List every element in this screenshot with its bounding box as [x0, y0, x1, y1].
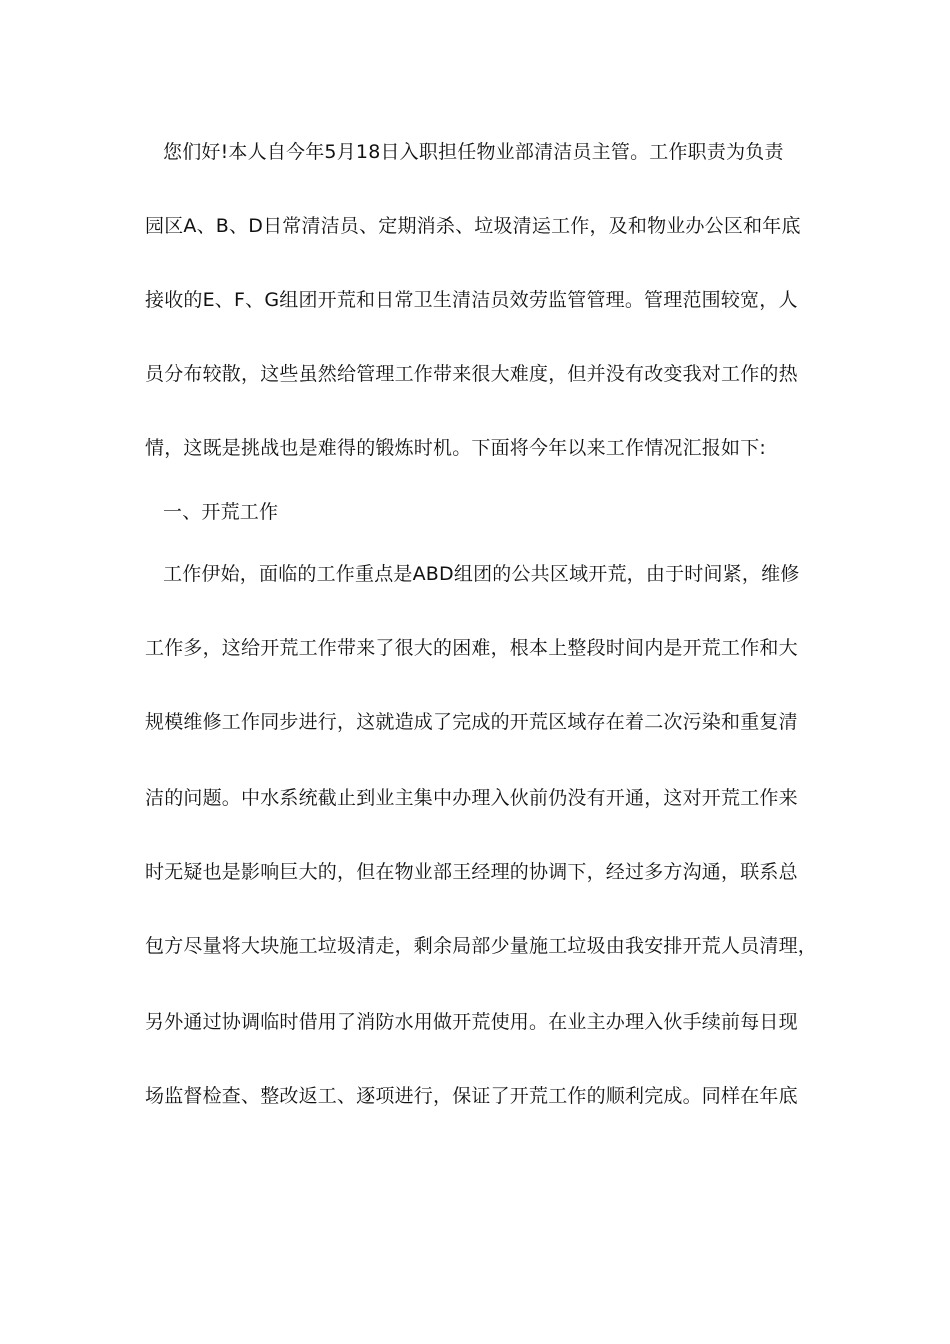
section-heading: 一、开荒工作 — [163, 501, 279, 523]
paragraph-body-line-5: 时无疑也是影响巨大的，但在物业部王经理的协调下，经过多方沟通，联系总 — [145, 861, 798, 883]
paragraph-body-line-4: 洁的问题。中水系统截止到业主集中办理入伙前仍没有开通，这对开荒工作来 — [145, 787, 798, 809]
paragraph-body-line-1: 工作伊始，面临的工作重点是ABD组团的公共区域开荒，由于时间紧，维修 — [163, 563, 800, 585]
paragraph-intro-line-3: 接收的E、F、G组团开荒和日常卫生清洁员效劳监管管理。管理范围较宽，人 — [145, 289, 798, 311]
paragraph-intro-line-5: 情，这既是挑战也是难得的锻炼时机。下面将今年以来工作情况汇报如下: — [145, 437, 767, 459]
paragraph-body-line-7: 另外通过协调临时借用了消防水用做开荒使用。在业主办理入伙手续前每日现 — [145, 1011, 798, 1033]
paragraph-intro-line-4: 员分布较散，这些虽然给管理工作带来很大难度，但并没有改变我对工作的热 — [145, 363, 798, 385]
paragraph-body-line-2: 工作多，这给开荒工作带来了很大的困难，根本上整段时间内是开荒工作和大 — [145, 637, 798, 659]
paragraph-body-line-3: 规模维修工作同步进行，这就造成了完成的开荒区域存在着二次污染和重复清 — [145, 711, 798, 733]
paragraph-body-line-6: 包方尽量将大块施工垃圾清走，剩余局部少量施工垃圾由我安排开荒人员清理， — [145, 935, 818, 957]
paragraph-intro-line-2: 园区A、B、D日常清洁员、定期消杀、垃圾清运工作，及和物业办公区和年底 — [145, 215, 801, 237]
paragraph-intro-line-1: 您们好!本人自今年5月18日入职担任物业部清洁员主管。工作职责为负责 — [163, 141, 784, 163]
paragraph-body-line-8: 场监督检查、整改返工、逐项进行，保证了开荒工作的顺利完成。同样在年底 — [145, 1085, 798, 1107]
